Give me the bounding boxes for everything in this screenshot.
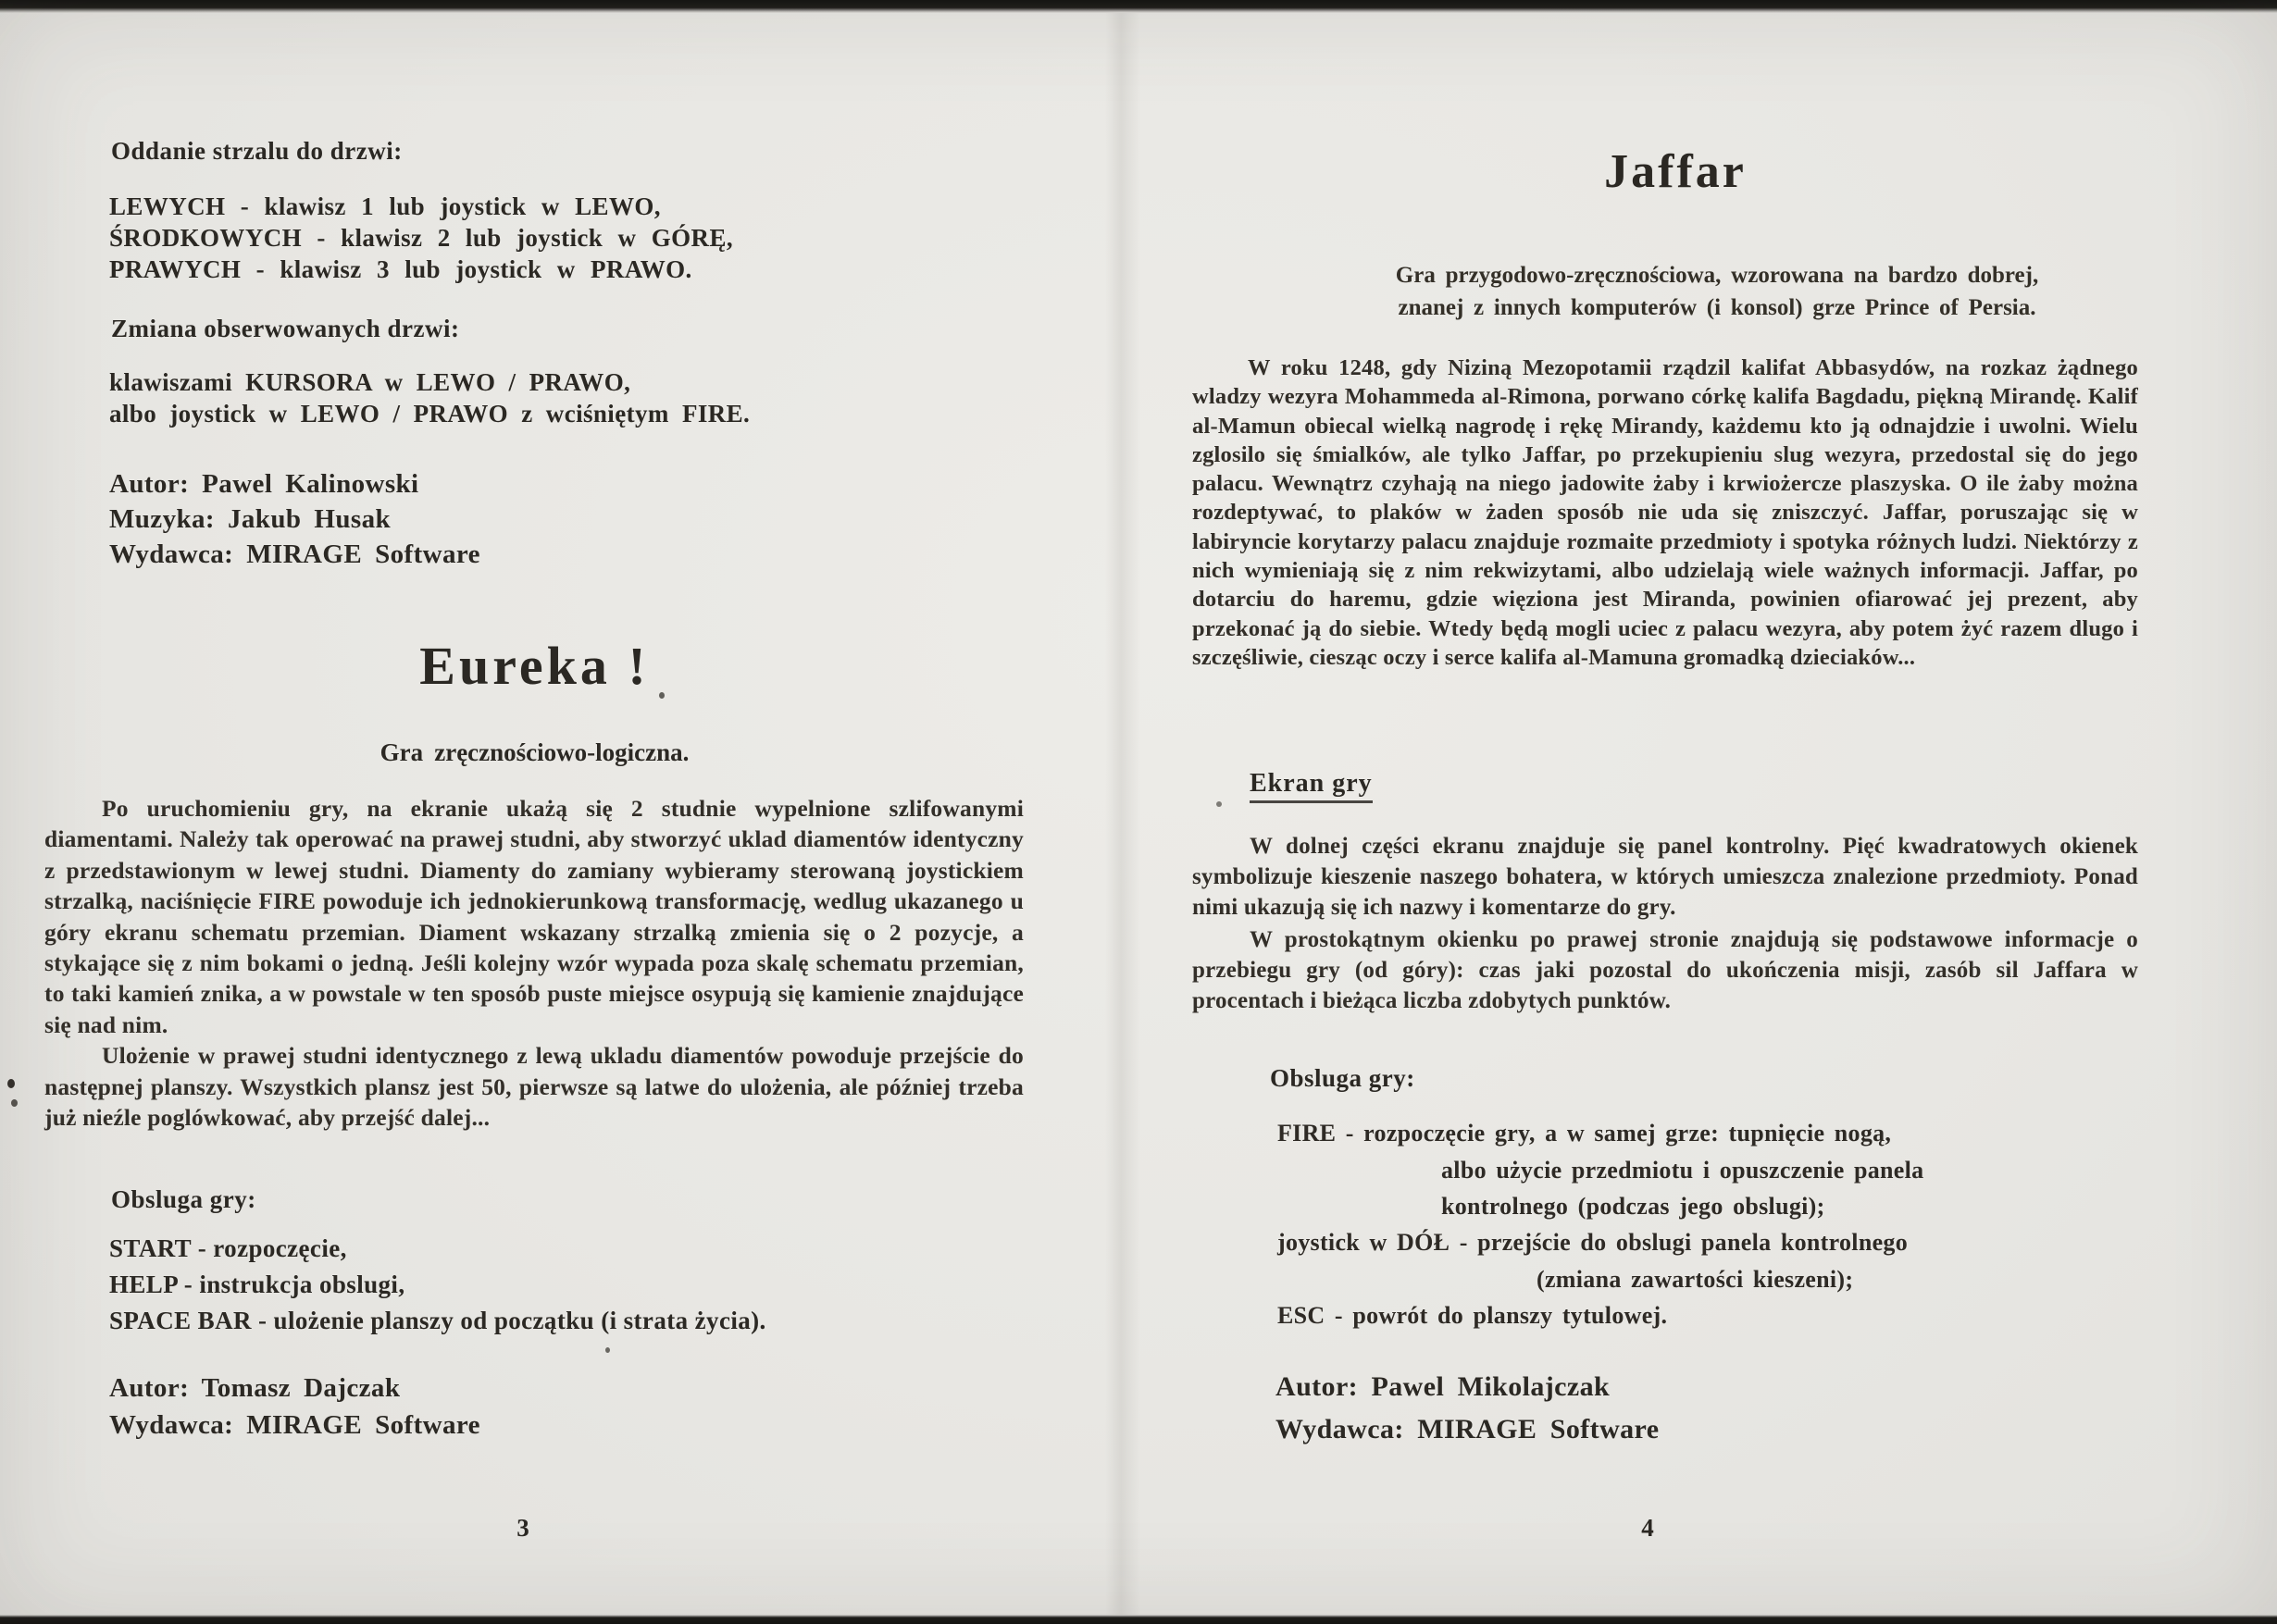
intro-line: znanej z innych komputerów (i konsol) grze Prince of Persia. [1398, 295, 2036, 320]
key-line: LEWYCH - klawisz 1 lub joystick w LEWO, [109, 192, 661, 220]
game-title-jaffar: Jaffar [1604, 145, 1747, 198]
control-line: SPACE BAR - ulożenie planszy od początku (i strata życia). [109, 1307, 766, 1334]
credit-line: Autor: Pawel Mikolajczak [1275, 1371, 1611, 1402]
doors-change-heading: Zmiana obserwowanych drzwi: [111, 315, 460, 342]
key-line: klawiszami KURSORA w LEWO / PRAWO, [109, 368, 631, 396]
scan-edge-top [0, 0, 2277, 13]
intro-line: Gra przygodowo-zręcznościowa, wzorowana na bardzo dobrej, [1395, 263, 2039, 288]
credits-block-eureka [109, 1370, 480, 1444]
control-line-joystick-cont: (zmiana zawartości kieszeni); [1537, 1266, 1854, 1293]
jaffar-controls-heading: Obsluga gry: [1270, 1064, 1415, 1092]
doors-shot-heading: Oddanie strzalu do drzwi: [111, 137, 403, 165]
paragraph: Po uruchomieniu gry, na ekranie ukażą się 2 studnie wypelnione szlifowanymi diamentami. Należy tak operować na prawej studni, aby stworzyć uklad diamentów identyczny z przedstawionym w lewej studni. Diamenty do zamiany wybieramy sterowaną joystickiem strzalką, naciśnięcie FIRE powoduje ich jednokierunkową transformację, wedlug ukazanego u góry ekranu schematu przemian. Diament wskazany strzalką zmienia się o 2 pozycje, a stykające się z nim bokami o jedną. Jeśli kolejny wzór wypada poza skalę schematu przemian, to taki kamień znika, a w powstale w ten sposób puste miejsce osypują się kamienie znajdujące się nad nim. [44, 795, 1024, 1038]
scan-edge-bottom [0, 1615, 2277, 1624]
paragraph: Ulożenie w prawej studni identycznego z lewą ukladu diamentów powoduje przejście do następnej planszy. Wszystkich plansz jest 50, pierwsze są latwe do ulożenia, ale później trzeba już nieźle poglówkować, aby przejść dalej... [44, 1042, 1024, 1132]
ink-speck [1216, 801, 1222, 807]
game-title-eureka: Eureka ! [419, 636, 650, 696]
control-line-fire-cont: albo użycie przedmiotu i opuszczenie panela [1441, 1157, 1924, 1184]
paragraph: W prostokątnym okienku po prawej stronie znajdują się podstawowe informacje o przebiegu gry (od góry): czas jaki pozostal do ukończenia misji, zasób sil Jaffara w procentach i bieżąca liczba zdobytych punktów. [1192, 927, 2138, 1013]
eureka-controls-list [109, 1231, 766, 1339]
ink-speck [7, 1079, 15, 1088]
ink-speck [659, 692, 665, 699]
eureka-title-wrap [46, 635, 1023, 697]
credit-line: Wydawca: MIRAGE Software [109, 1410, 480, 1440]
credits-block-previous-game [109, 466, 480, 572]
jaffar-intro [1248, 259, 2186, 324]
control-line-joystick-down: joystick w DÓŁ - przejście do obslugi panela kontrolnego [1277, 1229, 1909, 1256]
page-number-left: 3 [516, 1514, 529, 1542]
control-line: START - rozpoczęcie, [109, 1234, 347, 1262]
jaffar-story-paragraph: W roku 1248, gdy Niziną Mezopotamii rządzil kalifat Abbasydów, na rozkaz żądnego wladzy wezyra Mohammeda al-Rimona, porwano córkę kalifa Bagdadu, piękną Mirandę. Kalif al-Mamun obiecal wielką nagrodę i rękę Mirandy, każdemu kto ją odnajdzie i uwolni. Wielu zglosilo się śmialków, ale tylko Jaffar, po przekupieniu slug wezyra, przedostal się do jego palacu. Wewnątrz czyhają na niego jadowite żaby i krwiożercze plaszyska. O ile żaby można rozdeptywać, to plaków w żaden sposób nie uda się zniszczyć. Jaffar, poruszając się w labiryncie korytarzy palacu znajduje rozmaite przedmioty i spotyka różnych ludzi. Niektórzy z nich wymieniają się z nim rekwizytami, albo udzielają wiele ważnych informacji. Jaffar, po dotarciu do haremu, gdzie więziona jest Miranda, powinien ofiarować jej prezent, aby przekonać ją do siebie. Wtedy będą mogli uciec z palacu wezyra, aby potem żyć razem dlugo i szczęśliwie, ciesząc oczy i serce kalifa al-Mamuna gromadką dzieciaków... [1192, 355, 2138, 670]
doors-shot-key-list [109, 191, 733, 285]
key-line: ŚRODKOWYCH - klawisz 2 lub joystick w GÓRĘ, [109, 224, 734, 252]
jaffar-screen-heading [1250, 769, 1373, 799]
credit-line: Wydawca: MIRAGE Software [109, 539, 480, 569]
eureka-controls-heading: Obsluga gry: [111, 1185, 256, 1213]
credit-line: Autor: Tomasz Dajczak [109, 1373, 401, 1403]
control-line-fire: FIRE - rozpoczęcie gry, a w samej grze: tupnięcie nogą, [1277, 1120, 1892, 1147]
credit-line: Muzyka: Jakub Husak [109, 504, 392, 534]
control-line-esc: ESC - powrót do planszy tytulowej. [1277, 1302, 1668, 1329]
key-line: PRAWYCH - klawisz 3 lub joystick w PRAWO. [109, 255, 692, 283]
paragraph: W dolnej części ekranu znajduje się panel kontrolny. Pięć kwadratowych okienek symbolizuje kieszenie naszego bohatera, w których umieszcza znalezione przedmioty. Ponad nimi ukazują się ich nazwy i komentarze do gry. [1192, 834, 2138, 920]
jaffar-screen-description [1192, 831, 2138, 1016]
key-line: albo joystick w LEWO / PRAWO z wciśniętym FIRE. [109, 400, 751, 428]
control-line: HELP - instrukcja obslugi, [109, 1271, 405, 1298]
jaffar-screen-heading-text: Ekran gry [1250, 769, 1373, 803]
page-number-right: 4 [1641, 1514, 1654, 1542]
control-line-fire-cont: kontrolnego (podczas jego obslugi); [1441, 1193, 1825, 1220]
credit-line: Wydawca: MIRAGE Software [1275, 1414, 1660, 1444]
eureka-description [44, 793, 1024, 1133]
ink-speck [11, 1099, 18, 1107]
eureka-subtitle-wrap [46, 738, 1023, 767]
doors-change-key-list [109, 366, 750, 429]
credits-block-jaffar [1275, 1366, 1659, 1451]
credit-line: Autor: Pawel Kalinowski [109, 469, 419, 499]
ink-speck [605, 1347, 610, 1353]
game-subtitle-eureka: Gra zręcznościowo-logiczna. [380, 738, 690, 766]
jaffar-title-wrap [1194, 144, 2157, 199]
page-fold-seam [1105, 13, 1140, 1615]
